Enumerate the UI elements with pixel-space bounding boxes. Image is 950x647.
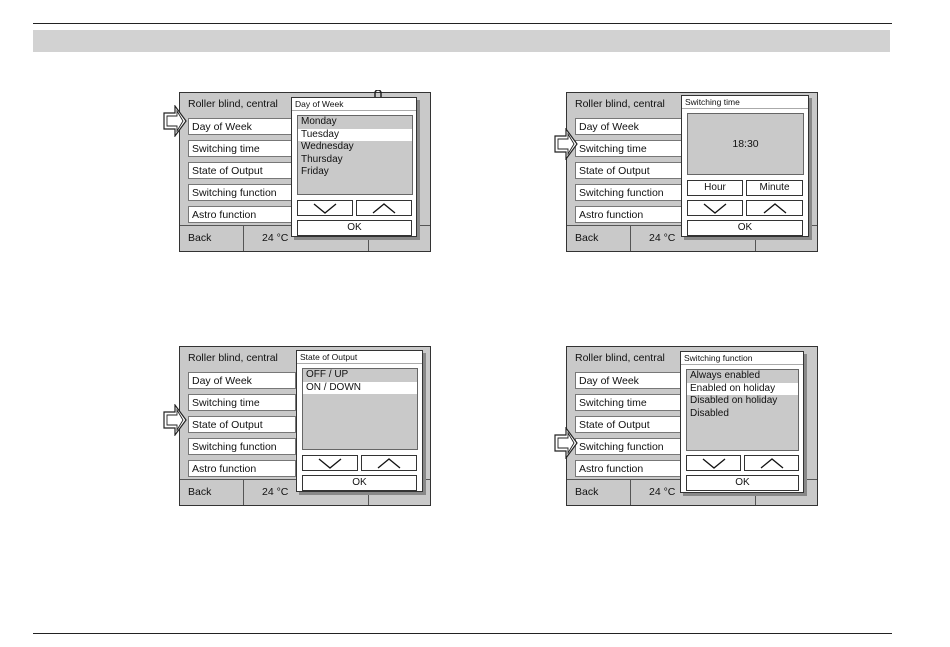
menu-item-switching-function[interactable]: Switching function [575,184,683,201]
pointer-arrow-icon [163,404,187,436]
menu-item-switching-time[interactable]: Switching time [188,394,296,411]
menu-item-state-of-output[interactable]: State of Output [188,162,296,179]
menu-item-switching-function[interactable]: Switching function [575,438,683,455]
menu-item-astro-function[interactable]: Astro function [575,206,683,223]
menu-item-astro-function[interactable]: Astro function [188,206,296,223]
scroll-down-button[interactable] [686,455,741,471]
chevron-up-icon [376,458,402,469]
list-item[interactable]: Disabled on holiday [690,395,778,406]
chevron-up-icon [759,458,785,469]
dialog-title: State of Output [297,351,422,364]
header-band [33,30,892,52]
pointer-arrow-icon [554,128,578,160]
chevron-down-icon [317,458,343,469]
menu-item-day-of-week[interactable]: Day of Week [575,118,683,135]
dialog-title: Switching time [682,96,808,109]
screen-state-of-output [179,346,431,506]
option-list [686,369,799,451]
back-button[interactable]: Back [575,232,599,244]
minute-button[interactable]: Minute [746,180,803,196]
list-item[interactable]: Wednesday [301,141,354,152]
time-display [687,113,804,175]
screen-title: Roller blind, central [188,98,278,110]
screen-title: Roller blind, central [188,352,278,364]
increment-button[interactable] [746,200,803,216]
temperature-readout: 24 °C [262,232,289,244]
scroll-down-button[interactable] [302,455,358,471]
screen-switching-function [566,346,818,506]
list-item-selected[interactable]: Enabled on holiday [687,383,798,396]
hour-button[interactable]: Hour [687,180,743,196]
list-item[interactable]: OFF / UP [306,369,349,380]
bottom-divider [243,226,244,251]
chevron-up-icon [371,203,397,214]
menu-item-day-of-week[interactable]: Day of Week [188,372,296,389]
dialog-state-of-output [296,350,423,492]
scroll-up-button[interactable] [744,455,799,471]
list-item-selected[interactable]: Tuesday [298,129,412,142]
back-button[interactable]: Back [575,486,599,498]
menu-item-state-of-output[interactable]: State of Output [575,416,683,433]
list-item-selected[interactable]: ON / DOWN [303,382,417,395]
temperature-readout: 24 °C [649,232,676,244]
menu-item-switching-function[interactable]: Switching function [188,184,296,201]
menu-item-switching-function[interactable]: Switching function [188,438,296,455]
ok-button[interactable]: OK [297,220,412,236]
dialog-switching-function [680,351,804,493]
dialog-day-of-week [291,97,417,237]
ok-button[interactable]: OK [302,475,417,491]
temperature-readout: 24 °C [649,486,676,498]
menu-item-day-of-week[interactable]: Day of Week [575,372,683,389]
menu-item-astro-function[interactable]: Astro function [575,460,683,477]
menu-item-day-of-week[interactable]: Day of Week [188,118,296,135]
list-item[interactable]: Monday [301,116,337,127]
screen-title: Roller blind, central [575,352,665,364]
time-value: 18:30 [732,138,759,150]
dialog-title: Day of Week [292,98,416,111]
menu-item-switching-time[interactable]: Switching time [188,140,296,157]
chevron-down-icon [312,203,338,214]
bottom-divider [243,480,244,505]
menu-item-astro-function[interactable]: Astro function [188,460,296,477]
menu-item-switching-time[interactable]: Switching time [575,394,683,411]
scroll-up-button[interactable] [361,455,417,471]
chevron-down-icon [701,458,727,469]
list-item[interactable]: Always enabled [690,370,761,381]
ok-button[interactable]: OK [686,475,799,491]
dialog-switching-time [681,95,809,237]
screen-day-of-week [179,92,431,252]
scroll-up-button[interactable] [356,200,412,216]
list-item[interactable]: Thursday [301,153,343,165]
top-rule [33,23,892,24]
temperature-readout: 24 °C [262,486,289,498]
bottom-divider [630,480,631,505]
decrement-button[interactable] [687,200,743,216]
bottom-rule [33,633,892,634]
screen-title: Roller blind, central [575,98,665,110]
screen-switching-time [566,92,818,252]
chevron-down-icon [702,203,728,214]
pointer-arrow-icon [163,105,187,137]
ok-button[interactable]: OK [687,220,803,236]
dialog-title: Switching function [681,352,803,365]
option-list [302,368,418,450]
header-band-notch [890,30,892,52]
pointer-arrow-icon [554,427,578,459]
back-button[interactable]: Back [188,232,212,244]
menu-item-state-of-output[interactable]: State of Output [575,162,683,179]
option-list [297,115,413,195]
back-button[interactable]: Back [188,486,212,498]
list-item[interactable]: Friday [301,166,329,177]
menu-item-switching-time[interactable]: Switching time [575,140,683,157]
menu-item-state-of-output[interactable]: State of Output [188,416,296,433]
bottom-divider [630,226,631,251]
scroll-down-button[interactable] [297,200,353,216]
list-item[interactable]: Disabled [690,407,729,419]
chevron-up-icon [762,203,788,214]
